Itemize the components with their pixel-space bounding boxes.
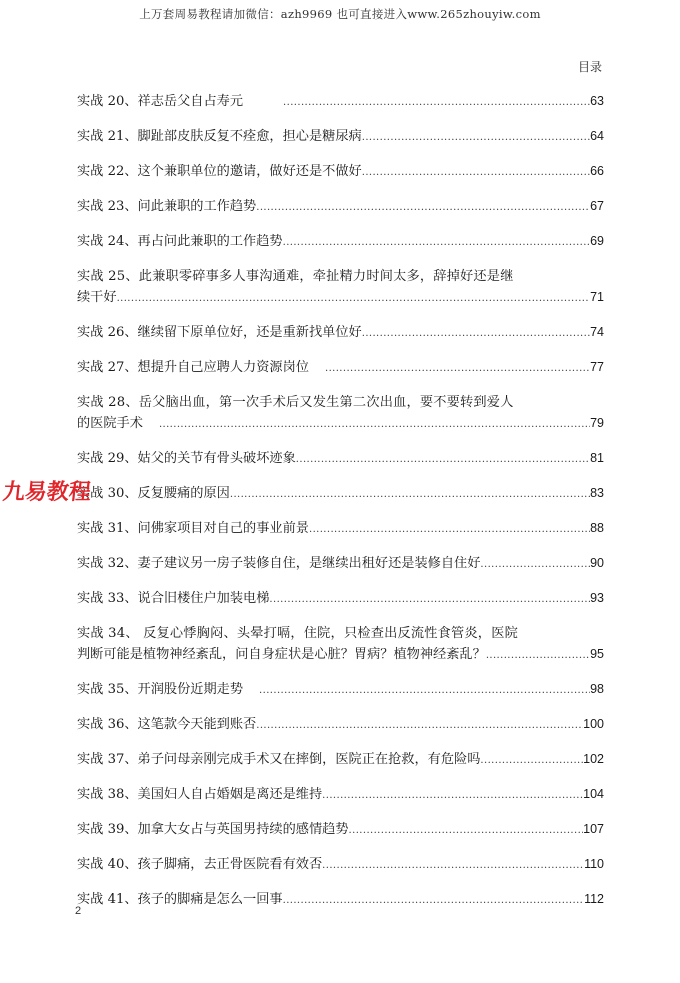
toc-entry-page: 100	[583, 717, 604, 731]
toc-entry-page: 69	[590, 234, 604, 248]
toc-entry[interactable]	[77, 623, 604, 666]
toc-entry-title: 实战 40、孩子脚痛，去正骨医院看有效否	[77, 857, 323, 872]
dot-leader	[256, 197, 590, 218]
toc-entry[interactable]	[77, 714, 604, 736]
toc-entry-title: 实战 38、美国妇人自占婚姻是离还是维持	[77, 787, 323, 802]
dot-leader	[362, 323, 590, 344]
toc-entry[interactable]	[77, 553, 604, 575]
toc-entry-page: 102	[583, 752, 604, 766]
dot-leader	[283, 890, 584, 911]
toc-entry-page: 64	[590, 129, 604, 143]
toc-entry-title: 实战 27、想提升自己应聘人力资源岗位	[77, 360, 309, 375]
toc-entry[interactable]	[77, 518, 604, 540]
toc-entry-title: 实战 24、再占问此兼职的工作趋势	[77, 234, 283, 249]
toc-entry-page: 110	[584, 857, 604, 871]
toc-entry[interactable]	[77, 448, 604, 470]
dot-leader	[362, 162, 590, 183]
toc-entry[interactable]	[77, 357, 604, 379]
toc-entry[interactable]	[77, 588, 604, 610]
toc-entry-page: 74	[590, 325, 604, 339]
toc-entry-title: 续干好	[77, 290, 117, 305]
toc-entry-title: 实战 41、孩子的脚痛是怎么一回事	[77, 892, 283, 907]
watermark-logo: 九易教程	[1, 480, 93, 505]
dot-leader	[486, 645, 590, 666]
dot-leader	[117, 288, 591, 309]
toc-entry-title-line1: 实战 34、 反复心悸胸闷、头晕打嗝，住院，只检查出反流性食管炎，医院	[77, 626, 518, 641]
toc-entry-page: 98	[590, 682, 604, 696]
toc-entry-page: 107	[583, 822, 604, 836]
toc-entry-title: 实战 23、问此兼职的工作趋势	[77, 199, 257, 214]
toc-entry[interactable]	[77, 196, 604, 218]
dot-leader	[480, 750, 583, 771]
dot-leader	[480, 554, 590, 575]
toc-entry-title: 实战 26、继续留下原单位好，还是重新找单位好	[77, 325, 362, 340]
toc-entry-title: 实战 21、脚趾部皮肤反复不痊愈，担心是糖尿病	[77, 129, 362, 144]
toc-entry-page: 93	[590, 591, 604, 605]
dot-leader	[283, 92, 590, 113]
toc-entry[interactable]	[77, 322, 604, 344]
toc-entry-page: 88	[590, 521, 604, 535]
toc-entry-title: 实战 31、问佛家项目对自己的事业前景	[77, 521, 309, 536]
toc-entry-title: 实战 22、这个兼职单位的邀请，做好还是不做好	[77, 164, 362, 179]
toc-entry-page: 83	[590, 486, 604, 500]
toc-entry-title-line1: 实战 25、此兼职零碎事多人事沟通难，牵扯精力时间太多，辞掉好还是继	[77, 269, 514, 284]
toc-entry-title: 实战 20、祥志岳父自占寿元	[77, 94, 244, 109]
toc-entry-title: 的医院手术	[77, 416, 143, 431]
toc-entry-page: 112	[584, 892, 604, 906]
toc-entry-title: 实战 36、这笔款今天能到账否	[77, 717, 257, 732]
toc-entry[interactable]	[77, 749, 604, 771]
dot-leader	[322, 855, 584, 876]
toc-entry-page: 79	[590, 416, 604, 430]
toc-entry-title: 实战 33、说合旧楼住户加装电梯	[77, 591, 270, 606]
toc-entry[interactable]	[77, 784, 604, 806]
dot-leader	[362, 127, 590, 148]
section-label: 目录	[577, 60, 602, 74]
dot-leader	[230, 484, 590, 505]
dot-leader	[325, 358, 590, 379]
toc-entry[interactable]	[77, 679, 604, 701]
toc-entry[interactable]	[77, 161, 604, 183]
toc-entry-title: 实战 35、开润股份近期走势	[77, 682, 244, 697]
dot-leader	[259, 680, 590, 701]
toc-entry[interactable]	[77, 483, 604, 505]
dot-leader	[322, 785, 583, 806]
toc-entry-title: 实战 30、反复腰痛的原因	[77, 486, 230, 501]
toc-entry-title: 判断可能是植物神经紊乱，问自身症状是心脏？胃病？植物神经紊乱？	[77, 647, 486, 662]
toc-entry-page: 66	[590, 164, 604, 178]
toc-entry-title: 实战 29、姑父的关节有骨头破坏迹象	[77, 451, 296, 466]
dot-leader	[296, 449, 590, 470]
dot-leader	[159, 414, 590, 435]
toc-entry-page: 95	[590, 647, 604, 661]
toc-entry[interactable]	[77, 266, 604, 309]
toc-entry-title: 实战 39、加拿大女占与英国男持续的感情趋势	[77, 822, 349, 837]
dot-leader	[283, 232, 590, 253]
dot-leader	[309, 519, 590, 540]
toc-entry[interactable]	[77, 231, 604, 253]
footer-page-number: 2	[75, 905, 82, 917]
toc-entry[interactable]	[77, 854, 604, 876]
toc-entry-title: 实战 32、妻子建议另一房子装修自住，是继续出租好还是装修自住好	[77, 556, 481, 571]
dot-leader	[349, 820, 584, 841]
dot-leader	[269, 589, 590, 610]
toc-entry-page: 63	[590, 94, 604, 108]
table-of-contents	[77, 91, 604, 924]
toc-entry-page: 81	[590, 451, 604, 465]
toc-entry-page: 90	[590, 556, 604, 570]
header-promo-note: 上万套周易教程请加微信：azh9969 也可直接进入www.265zhouyiw.com	[139, 7, 541, 21]
toc-entry-title-line1: 实战 28、岳父脑出血，第一次手术后又发生第二次出血，要不要转到爱人	[77, 395, 514, 410]
toc-entry[interactable]	[77, 819, 604, 841]
toc-entry[interactable]	[77, 91, 604, 113]
toc-entry[interactable]	[77, 889, 604, 911]
toc-entry-page: 71	[590, 290, 604, 304]
toc-entry[interactable]	[77, 126, 604, 148]
toc-entry-page: 67	[590, 199, 604, 213]
dot-leader	[256, 715, 583, 736]
toc-entry[interactable]	[77, 392, 604, 435]
toc-entry-page: 104	[583, 787, 604, 801]
toc-entry-page: 77	[590, 360, 604, 374]
toc-entry-title: 实战 37、弟子问母亲刚完成手术又在摔倒，医院正在抢救，有危险吗	[77, 752, 481, 767]
